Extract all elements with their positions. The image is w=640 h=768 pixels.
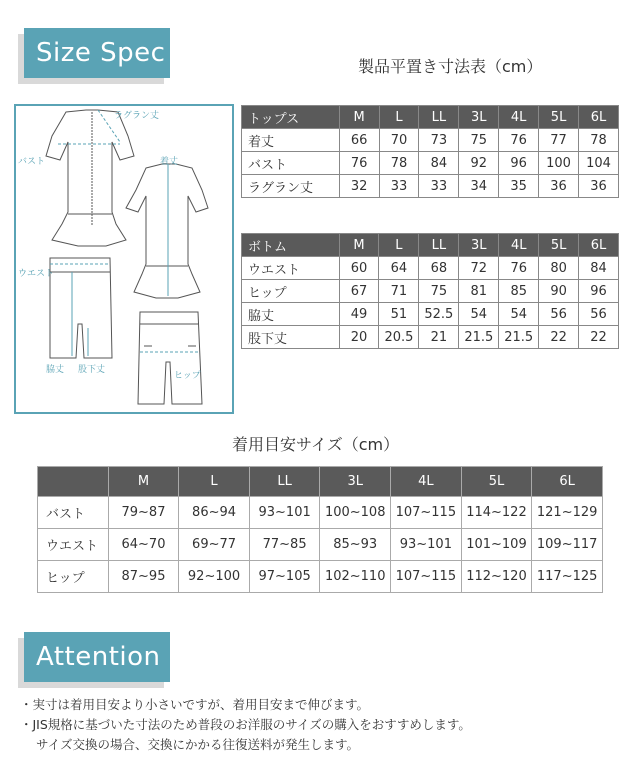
- table-row: [242, 326, 619, 349]
- column-header: M: [339, 106, 379, 129]
- tops-size-table: [241, 105, 619, 198]
- table-cell: 51: [379, 303, 419, 326]
- attention-heading: Attention: [36, 642, 161, 672]
- table-cell: 96: [499, 152, 539, 175]
- table-cell: 97~105: [249, 561, 320, 593]
- note-line: ・JIS規格に基づいた寸法のため普段のお洋服のサイズの購入をおすすめします。: [20, 717, 471, 732]
- side-length-label: 脇丈: [46, 365, 65, 375]
- column-header: L: [379, 234, 419, 257]
- table-cell: 86~94: [179, 497, 250, 529]
- table-cell: 33: [419, 175, 459, 198]
- table-cell: 33: [379, 175, 419, 198]
- table-cell: 78: [579, 129, 619, 152]
- table-cell: 100~108: [320, 497, 391, 529]
- table-cell: 22: [579, 326, 619, 349]
- table-cell: 36: [579, 175, 619, 198]
- table-row: [242, 303, 619, 326]
- table-row: [242, 280, 619, 303]
- column-header: 6L: [579, 106, 619, 129]
- column-header: 4L: [499, 106, 539, 129]
- table-cell: 52.5: [419, 303, 459, 326]
- column-header: 5L: [539, 234, 579, 257]
- table-cell: 112~120: [461, 561, 532, 593]
- column-header: 4L: [391, 467, 462, 497]
- length-label: 着丈: [160, 157, 179, 167]
- table-cell: 73: [419, 129, 459, 152]
- table-cell: 76: [499, 129, 539, 152]
- table-cell: 72: [459, 257, 499, 280]
- garment-diagram: [14, 104, 234, 414]
- table-cell: 93~101: [391, 529, 462, 561]
- table-cell: 121~129: [532, 497, 603, 529]
- table-cell: 68: [419, 257, 459, 280]
- table-cell: 20: [339, 326, 379, 349]
- column-header: ボトム: [242, 234, 340, 257]
- table-cell: 109~117: [532, 529, 603, 561]
- table-row: [242, 175, 619, 198]
- table-cell: 96: [579, 280, 619, 303]
- table-cell: 21.5: [499, 326, 539, 349]
- table-cell: 80: [539, 257, 579, 280]
- hip-label: ヒップ: [174, 371, 201, 381]
- table-row: [242, 257, 619, 280]
- table-cell: 101~109: [461, 529, 532, 561]
- table-cell: 75: [419, 280, 459, 303]
- table-cell: 92~100: [179, 561, 250, 593]
- table-header-row: [242, 234, 619, 257]
- row-label: ウエスト: [242, 257, 340, 280]
- table-cell: 36: [539, 175, 579, 198]
- table-cell: 21.5: [459, 326, 499, 349]
- column-header: LL: [249, 467, 320, 497]
- column-header: L: [379, 106, 419, 129]
- column-header: 3L: [459, 106, 499, 129]
- table-header-row: [242, 106, 619, 129]
- column-header: 6L: [532, 467, 603, 497]
- row-label: ヒップ: [242, 280, 340, 303]
- table-cell: 22: [539, 326, 579, 349]
- table-header-row: [38, 467, 603, 497]
- row-label: ラグラン丈: [242, 175, 340, 198]
- table-cell: 71: [379, 280, 419, 303]
- column-header: M: [339, 234, 379, 257]
- table-row: [38, 497, 603, 529]
- table-cell: 60: [339, 257, 379, 280]
- row-label: 脇丈: [242, 303, 340, 326]
- table-cell: 49: [339, 303, 379, 326]
- table-cell: 67: [339, 280, 379, 303]
- table-cell: 35: [499, 175, 539, 198]
- table-cell: 90: [539, 280, 579, 303]
- size-spec-heading: Size Spec: [36, 38, 166, 68]
- table-row: [242, 152, 619, 175]
- table-cell: 114~122: [461, 497, 532, 529]
- table-cell: 117~125: [532, 561, 603, 593]
- column-header: 5L: [539, 106, 579, 129]
- table-cell: 87~95: [108, 561, 179, 593]
- table-cell: 93~101: [249, 497, 320, 529]
- size-spec-banner: [24, 28, 170, 78]
- table-cell: 34: [459, 175, 499, 198]
- table-cell: 21: [419, 326, 459, 349]
- table-cell: 104: [579, 152, 619, 175]
- table-cell: 70: [379, 129, 419, 152]
- column-header: 3L: [459, 234, 499, 257]
- column-header: M: [108, 467, 179, 497]
- table-row: [38, 529, 603, 561]
- table-cell: 76: [339, 152, 379, 175]
- table-cell: 64~70: [108, 529, 179, 561]
- table-cell: 56: [539, 303, 579, 326]
- attention-notes: [20, 695, 471, 755]
- table-cell: 84: [419, 152, 459, 175]
- table-cell: 32: [339, 175, 379, 198]
- row-label: 着丈: [242, 129, 340, 152]
- column-header: 6L: [579, 234, 619, 257]
- table-cell: 102~110: [320, 561, 391, 593]
- table-cell: 84: [579, 257, 619, 280]
- row-label: 股下丈: [242, 326, 340, 349]
- table-cell: 79~87: [108, 497, 179, 529]
- column-header: 3L: [320, 467, 391, 497]
- table-cell: 100: [539, 152, 579, 175]
- bust-label: バスト: [18, 157, 46, 167]
- table-cell: 64: [379, 257, 419, 280]
- table-cell: 92: [459, 152, 499, 175]
- table-cell: 85~93: [320, 529, 391, 561]
- guide-table-title: 着用目安サイズ（cm）: [232, 435, 400, 454]
- table-cell: 56: [579, 303, 619, 326]
- table-cell: 69~77: [179, 529, 250, 561]
- table-cell: 20.5: [379, 326, 419, 349]
- column-header: 5L: [461, 467, 532, 497]
- table-cell: 75: [459, 129, 499, 152]
- table-row: [242, 129, 619, 152]
- bottoms-size-table: [241, 233, 619, 349]
- size-guide-table: [37, 466, 603, 593]
- column-header: LL: [419, 106, 459, 129]
- attention-banner: [24, 632, 170, 682]
- spec-table-title: 製品平置き寸法表（cm）: [358, 57, 543, 76]
- table-cell: 76: [499, 257, 539, 280]
- table-cell: 107~115: [391, 561, 462, 593]
- inseam-label: 股下丈: [78, 365, 106, 375]
- table-cell: 54: [459, 303, 499, 326]
- table-cell: 81: [459, 280, 499, 303]
- column-header: [38, 467, 109, 497]
- table-cell: 107~115: [391, 497, 462, 529]
- column-header: トップス: [242, 106, 340, 129]
- table-cell: 85: [499, 280, 539, 303]
- column-header: 4L: [499, 234, 539, 257]
- table-row: [38, 561, 603, 593]
- note-line: ・実寸は着用目安より小さいですが、着用目安まで伸びます。: [20, 697, 370, 712]
- table-cell: 78: [379, 152, 419, 175]
- waist-label: ウエスト: [18, 269, 55, 279]
- row-label: ヒップ: [38, 561, 109, 593]
- row-label: ウエスト: [38, 529, 109, 561]
- row-label: バスト: [242, 152, 340, 175]
- table-cell: 66: [339, 129, 379, 152]
- table-cell: 77~85: [249, 529, 320, 561]
- raglan-label: ラグラン丈: [114, 111, 160, 121]
- table-cell: 54: [499, 303, 539, 326]
- table-cell: 77: [539, 129, 579, 152]
- column-header: LL: [419, 234, 459, 257]
- column-header: L: [179, 467, 250, 497]
- note-line: サイズ交換の場合、交換にかかる往復送料が発生します。: [36, 737, 360, 752]
- row-label: バスト: [38, 497, 109, 529]
